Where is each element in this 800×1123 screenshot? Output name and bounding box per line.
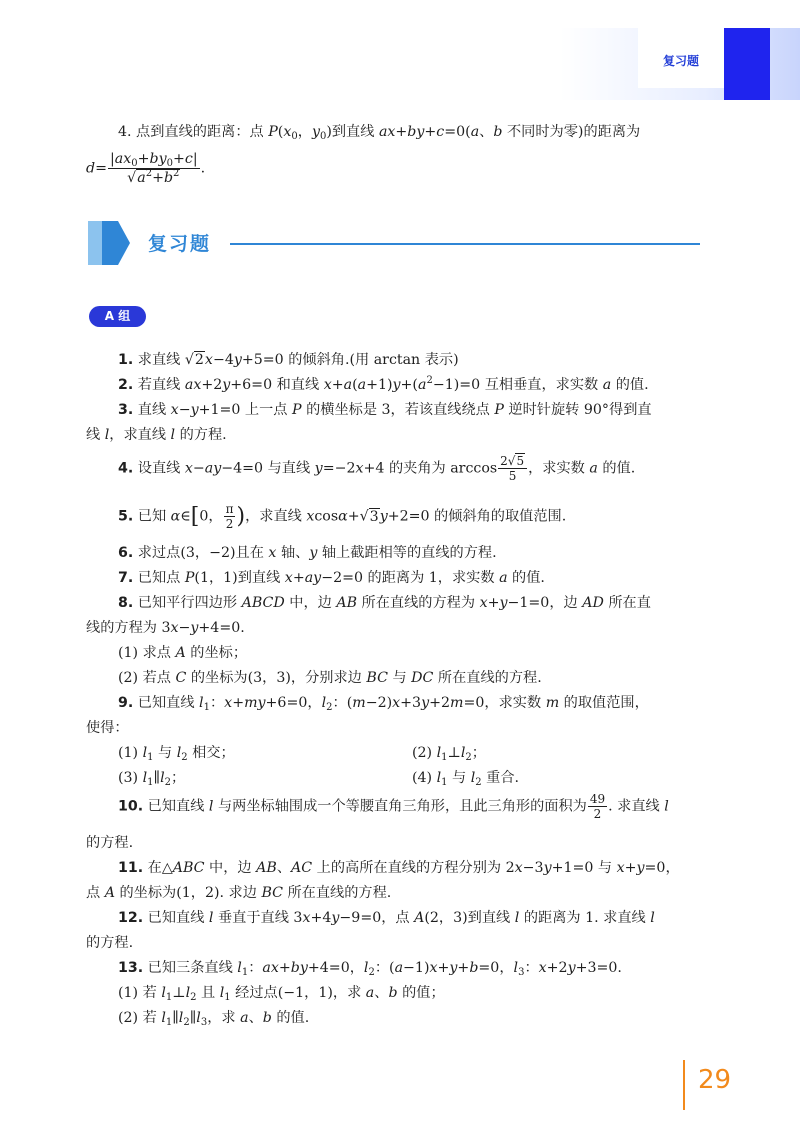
summary-item-4: 4. 点到直线的距离：点 $P(x_0$，$y_0$)到直线 ax+by+c=0(a、b 不同时为零)的距离为 xyxy=(118,124,641,142)
problem-9-part-1: (1) $l_1$ 与 $l_2$ 相交； xyxy=(118,745,235,763)
problem-3-cont: 线 l，求直线 l 的方程. xyxy=(86,427,227,443)
problem-9-part-4: (4) $l_1$ 与 $l_2$ 重合. xyxy=(412,770,520,788)
problem-9-part-2: (2) $l_1\perp l_2$； xyxy=(412,745,486,763)
page-number-rule xyxy=(683,1060,685,1110)
problem-11-cont: 点 A 的坐标为(1，2). 求边 BC 所在直线的方程. xyxy=(86,885,392,901)
problem-11: 11. 在△ABC 中，边 AB、AC 上的高所在直线的方程分别为 2x−3y+1=0 与 x+y=0， xyxy=(118,860,680,876)
problem-8-part-2: (2) 若点 C 的坐标为(3，3)，分别求边 BC 与 DC 所在直线的方程. xyxy=(118,670,542,686)
problem-8-cont: 线的方程为 3x−y+4=0. xyxy=(86,620,245,636)
group-a-badge: A 组 xyxy=(89,306,146,327)
problem-10-cont: 的方程. xyxy=(86,835,134,851)
problem-6: 6. 求过点(3，−2)且在 x 轴、y 轴上截距相等的直线的方程. xyxy=(118,545,497,561)
problem-13-part-2: (2) 若 $l_1\parallel l_2\parallel l_3$，求 a、b 的值. xyxy=(118,1010,310,1028)
problem-1: 1. 求直线 √2x−4y+5=0 的倾斜角.(用 arctan 表示) xyxy=(118,352,459,368)
problem-10: 10. 已知直线 l 与两坐标轴围成一个等腰直角三角形，且此三角形的面积为 $\frac{49}{2}$ . 求直线 l xyxy=(118,792,669,821)
distance-formula: d= $\frac{|ax_0+by_0+c|}{√a^2+b^2}$ . xyxy=(86,151,206,186)
problem-8-part-1: (1) 求点 A 的坐标； xyxy=(118,645,248,661)
problem-7: 7. 已知点 P(1，1)到直线 x+ay−2=0 的距离为 1，求实数 a 的值. xyxy=(118,570,545,586)
section-chevron-icon xyxy=(88,221,130,265)
problem-13: 13. 已知三条直线 $l_1$：ax+by+4=0，$l_2$：(a−1)x+y+b=0，$l_3$：x+2y+3=0. xyxy=(118,960,622,978)
problem-2: 2. 若直线 ax+2y+6=0 和直线 $x+a(a+1)y+(a^2-1)=0$ 互相垂直，求实数 a 的值. xyxy=(118,375,649,393)
problem-9-cont: 使得： xyxy=(86,720,129,736)
problem-5: 5. 已知 α∈[0， $\frac{\pi}{2}$ )，求直线 xcosα+√3y+2=0 的倾斜角的取值范围. xyxy=(118,502,567,531)
problem-12: 12. 已知直线 l 垂直于直线 3x+4y−9=0，点 A(2，3)到直线 l 的距离为 1. 求直线 l xyxy=(118,910,655,926)
problem-12-cont: 的方程. xyxy=(86,935,134,951)
section-title: 复习题 xyxy=(148,233,212,255)
page-number: 29 xyxy=(698,1065,732,1095)
problem-9: 9. 已知直线 $l_1$：x+my+6=0，$l_2$：(m−2)x+3y+2m=0，求实数 m 的取值范围， xyxy=(118,695,649,713)
problem-3: 3. 直线 x−y+1=0 上一点 P 的横坐标是 3，若该直线绕点 P 逆时针旋转 90°得到直 xyxy=(118,402,652,418)
header-color-bar xyxy=(724,28,770,100)
header-section-label: 复习题 xyxy=(662,54,699,68)
section-rule xyxy=(230,243,700,245)
problem-13-part-1: (1) 若 $l_1\perp l_2$ 且 $l_1$ 经过点(−1，1)，求 a、b 的值； xyxy=(118,985,445,1003)
problem-8: 8. 已知平行四边形 ABCD 中，边 AB 所在直线的方程为 x+y−1=0，边 AD 所在直 xyxy=(118,595,651,611)
problem-9-part-3: (3) $l_1\parallel l_2$； xyxy=(118,770,186,788)
problem-4: 4. 设直线 x−ay−4=0 与直线 y=−2x+4 的夹角为 arccos $\frac{2√5}{5}$ ，求实数 a 的值. xyxy=(118,454,636,483)
